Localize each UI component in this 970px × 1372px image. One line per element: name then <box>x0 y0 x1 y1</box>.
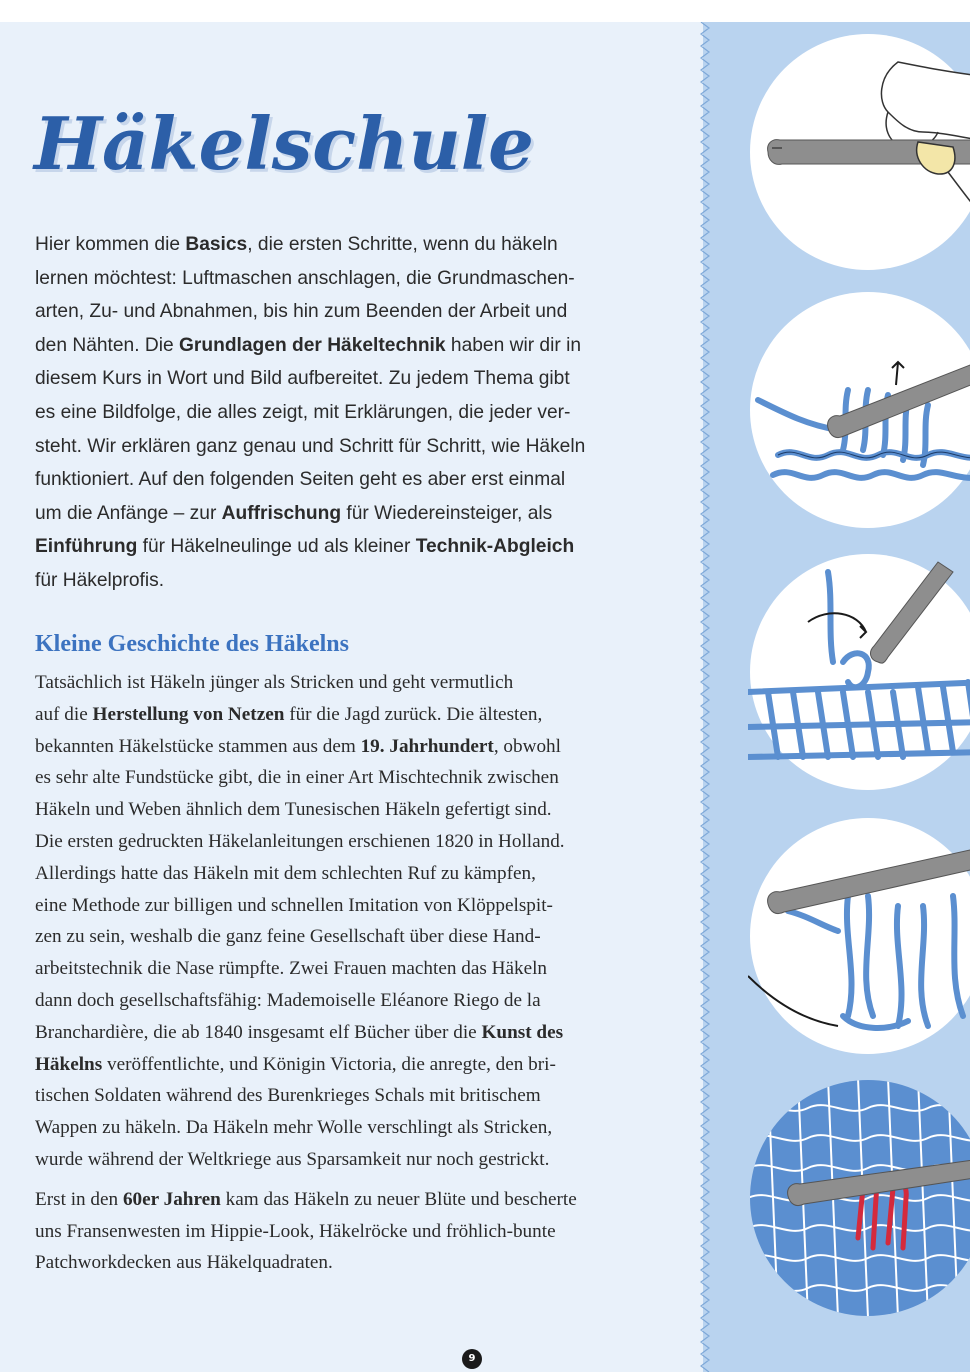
chain-stitch-row-illustration <box>748 290 970 530</box>
zigzag-divider <box>698 22 712 1372</box>
crochet-fabric-illustration <box>748 1078 970 1318</box>
hand-holding-hook-illustration <box>748 32 970 272</box>
double-crochet-illustration <box>748 552 970 792</box>
intro-paragraph: Hier kommen die Basics, die ersten Schritte, wenn du häkeln lernen möchtest: Luftmaschen anschlagen, die Grundmaschen- arten, Zu- und Abnahmen, bis hin zum Beenden der Arbeit und den Nähten. Die Grundlagen der Häkeltechnik haben wir dir in diesem Kurs in Wort und Bild aufbereitet. Zu jedem Thema gibt es eine Bildfolge, die alles zeigt, mit Erklärungen, die jeder ver- steht. Wir erklären ganz genau und Schritt für Schritt, wie Häkeln funktioniert. Auf den folgenden Seiten geht es aber erst einmal um die Anfänge – zur Auffrischung für Wiedereinsteiger, als Einführung für Häkelneulinge ud als kleiner Technik-Abgleich für Häkelprofis. <box>35 234 586 591</box>
page-number: 9 <box>462 1349 482 1369</box>
treble-stitch-illustration <box>748 816 970 1056</box>
history-paragraph: Tatsächlich ist Häkeln jünger als Stricken und geht vermutlich auf die Herstellung von Netzen für die Jagd zurück. Die ältesten, bekannten Häkelstücke stammen aus dem 19. Jahrhundert, obwohl es sehr alte Fundstücke gibt, die in einer Art Mischtechnik zwischen Häkeln und Weben ähnlich dem Tunesischen Häkeln gefertigt sind. Die ersten gedruckten Häkelanleitungen erschienen 1820 in Holland. Allerdings hatte das Häkeln mit dem schlechten Ruf zu kämpfen, eine Methode zur billigen und schnellen Imitation von Klöppelspit- zen zu sein, weshalb die ganz feine Gesellschaft über diese Hand- arbeitstechnik die Nase rümpfte. Zwei Frauen machten das Häkeln dann doch gesellschaftsfähig: Mademoiselle Eléanore Riego de la Branchardière, die ab 1840 insgesamt elf Bücher über die Kunst des Häkelns veröffentlichte, und Königin Victoria, die anregte, den bri- tischen Soldaten während des Burenkrieges Schals mit britischem Wappen zu häkeln. Da Häkeln mehr Wolle verschlingt als Stricken, wurde während der Weltkriege aus Sparsamkeit nur noch gestrickt. Erst in den 60er Jahren kam das Häkeln zu neuer Blüte und bescherte uns Fransenwesten im Hippie-Look, Häkelröcke und fröhlich-bunte Patchworkdecken aus Häkelquadraten. <box>35 672 577 1274</box>
page-title: Häkelschule <box>34 101 534 186</box>
history-heading: Kleine Geschichte des Häkelns <box>35 631 349 657</box>
